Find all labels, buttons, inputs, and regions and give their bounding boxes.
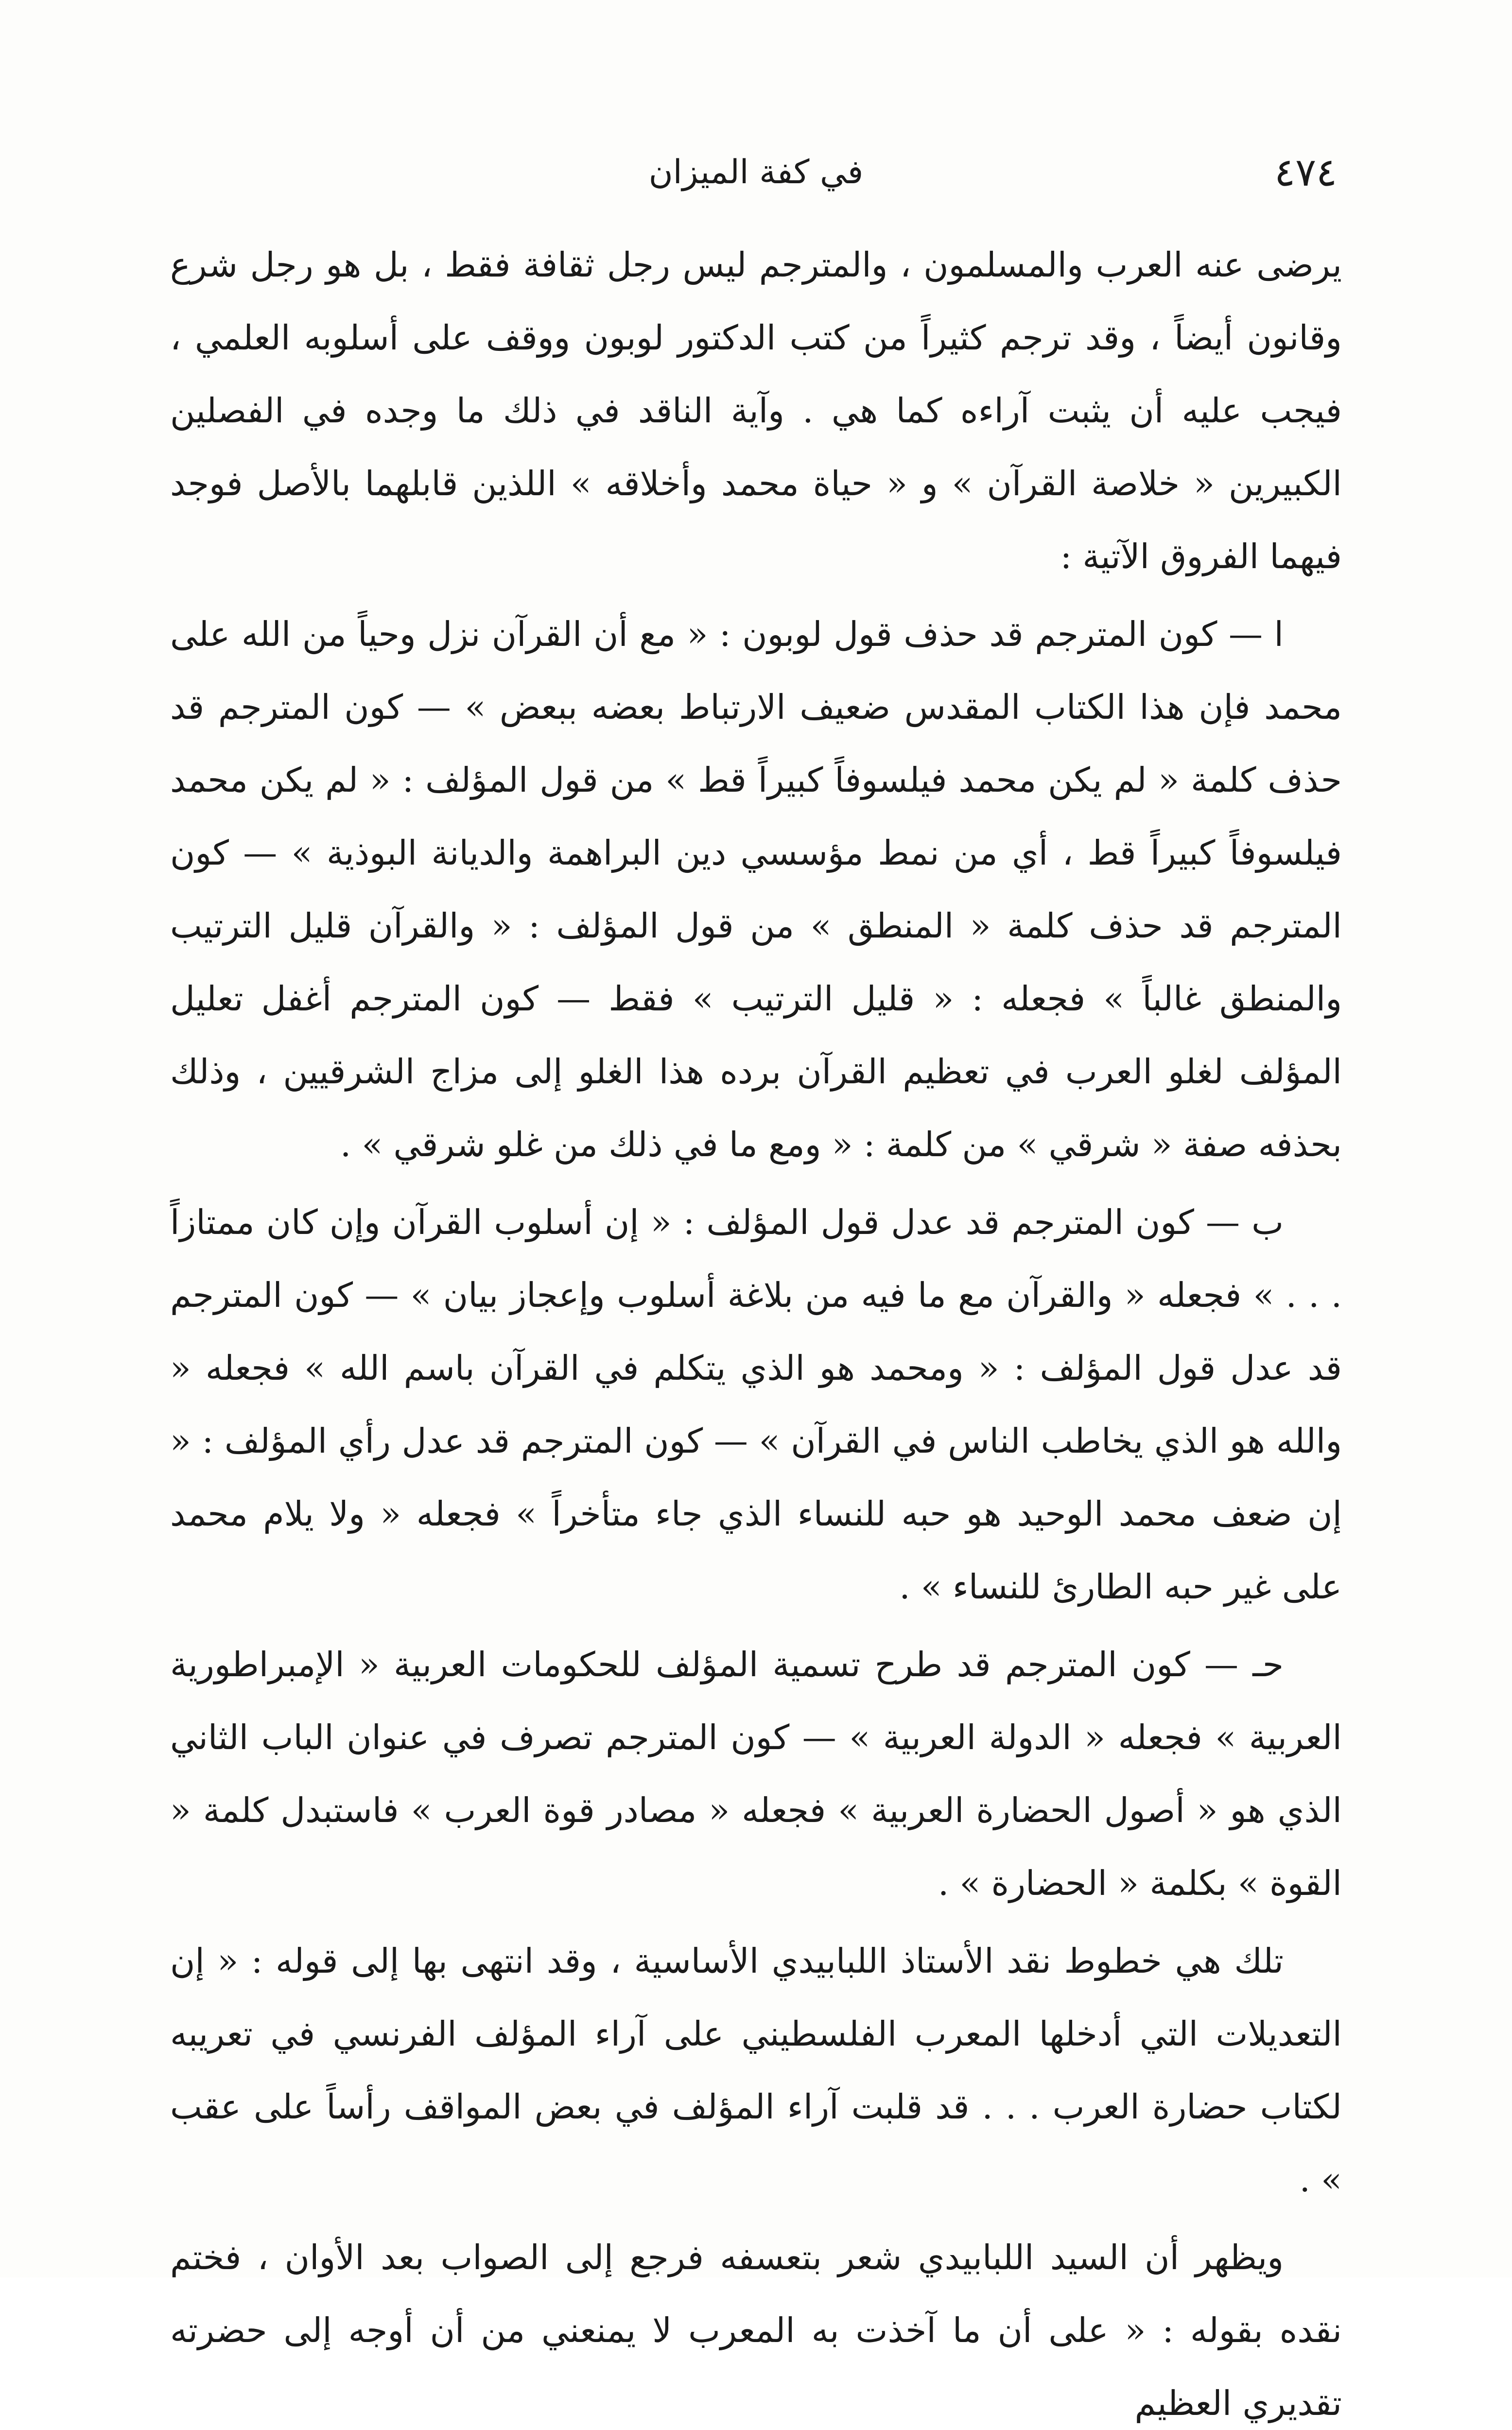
page-header — [175, 146, 1337, 199]
paragraph-1: يرضى عنه العرب والمسلمون ، والمترجم ليس رجل ثقافة فقط ، بل هو رجل شرع وقانون أيضاً ، وقد ترجم كثيراً من كتب الدكتور لوبون ووقف على أسلوبه العلمي ، فيجب عليه أن يثبت آراءه كما هي . وآية الناقد في ذلك ما وجده في الفصلين الكبيرين « خلاصة القرآن » و « حياة محمد وأخلاقه » اللذين قابلهما بالأصل فوجد فيهما الفروق الآتية : — [170, 245, 1342, 576]
paragraph-2: ا — كون المترجم قد حذف قول لوبون : « مع أن القرآن نزل وحياً من الله على محمد فإن هذا الكتاب المقدس ضعيف الارتباط بعضه ببعض » — كون المترجم قد حذف كلمة « لم يكن محمد فيلسوفاً كبيراً قط » من قول المؤلف : « لم يكن محمد فيلسوفاً كبيراً قط ، أي من نمط مؤسسي دين البراهمة والديانة البوذية » — كون المترجم قد حذف كلمة « المنطق » من قول المؤلف : « والقرآن قليل الترتيب والمنطق غالباً » فجعله : « قليل الترتيب » فقط — كون المترجم أغفل تعليل المؤلف لغلو العرب في تعظيم القرآن برده هذا الغلو إلى مزاج الشرقيين ، وذلك بحذفه صفة « شرقي » من كلمة : « ومع ما في ذلك من غلو شرقي » . — [170, 614, 1342, 1164]
page-number: ٤٧٤ — [1274, 150, 1337, 195]
paragraph-5: تلك هي خطوط نقد الأستاذ اللبابيدي الأساسية ، وقد انتهى بها إلى قوله : « إن التعديلات التي أدخلها المعرب الفلسطيني على آراء المؤلف الفرنسي في تعريبه لكتاب حضارة العرب . . . قد قلبت آراء المؤلف في بعض المواقف رأساً على عقب » . — [170, 1941, 1342, 2200]
paragraph-4: حـ — كون المترجم قد طرح تسمية المؤلف للحكومات العربية « الإمبراطورية العربية » فجعله « الدولة العربية » — كون المترجم تصرف في عنوان الباب الثاني الذي هو « أصول الحضارة العربية » فجعله « مصادر قوة العرب » فاستبدل كلمة « القوة » بكلمة « الحضارة » . — [170, 1645, 1342, 1903]
paragraph-6: ويظهر أن السيد اللبابيدي شعر بتعسفه فرجع إلى الصواب بعد الأوان ، فختم نقده بقوله : « على أن ما آخذت به المعرب لا يمنعني من أن أوجه إلى حضرته تقديري العظيم — [170, 2238, 1342, 2423]
page-body — [170, 228, 1342, 2430]
running-title: في كفة الميزان — [648, 153, 864, 191]
paragraph-3: ب — كون المترجم قد عدل قول المؤلف : « إن أسلوب القرآن وإن كان ممتازاً . . . » فجعله « والقرآن مع ما فيه من بلاغة أسلوب وإعجاز بيان » — كون المترجم قد عدل قول المؤلف : « ومحمد هو الذي يتكلم في القرآن باسم الله » فجعله « والله هو الذي يخاطب الناس في القرآن » — كون المترجم قد عدل رأي المؤلف : « إن ضعف محمد الوحيد هو حبه للنساء الذي جاء متأخراً » فجعله « ولا يلام محمد على غير حبه الطارئ للنساء » . — [170, 1202, 1342, 1607]
